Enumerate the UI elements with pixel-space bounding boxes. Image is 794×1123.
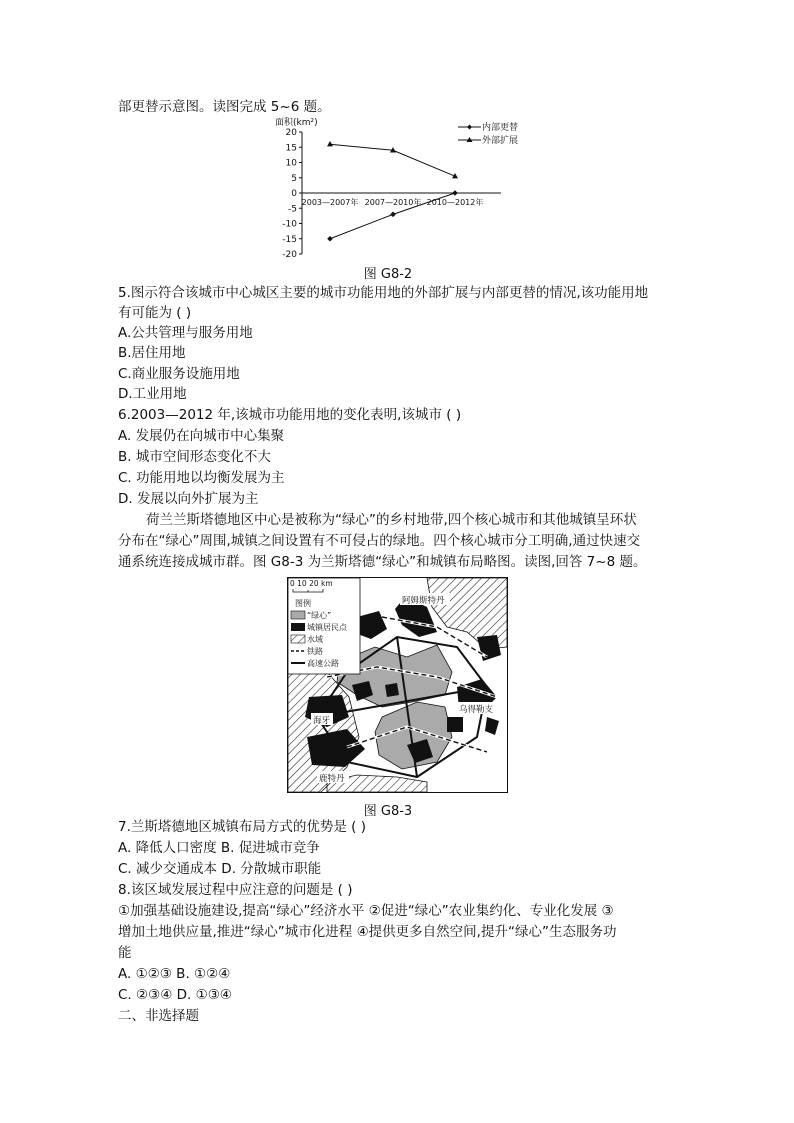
legend-green-swatch [291,611,305,619]
legend-label-external: 外部扩展 [482,136,519,146]
data-point-0-0 [327,236,333,242]
city-label-amsterdam: 阿姆斯特丹 [402,596,445,606]
city-label-hague: 海牙 [313,716,331,726]
q5-stem-line1: 5.图示符合该城市中心城区主要的城市功能用地的外部扩展与内部更替的情况,该功能用地 [118,285,649,301]
legend-rail-label: 铁路 [307,647,323,656]
y-tick-label: 10 [285,158,297,169]
legend-diamond-marker [467,125,472,130]
y-tick-label: -5 [288,204,297,215]
q7-stem: 7.兰斯塔德地区城镇布局方式的优势是 ( ) [118,819,366,835]
data-point-1-0 [327,141,333,146]
y-tick-label: -10 [282,219,297,230]
y-axis-label: 面积(km²) [275,118,318,128]
q6-stem: 6.2003—2012 年,该城市功能用地的变化表明,该城市 ( ) [118,407,462,423]
q5-option-c: C.商业服务设施用地 [118,366,240,382]
legend-town-label: 城镇居民点 [307,623,347,632]
x-tick-label: 2007—2010年 [364,198,422,207]
y-tick-label: 20 [285,128,297,138]
legend-water-label: 水域 [307,635,323,644]
q5-stem-line2: 有可能为 ( ) [118,305,192,321]
passage-line3: 通系统连接成城市群。图 G8-3 为兰斯塔德“绿心”和城镇布局略图。读图,回答 7~8 题。 [118,554,647,570]
data-point-0-1 [390,212,396,218]
map-legend-title: 图例 [295,599,311,608]
randstad-map [287,577,508,793]
q6-option-d: D. 发展以向外扩展为主 [118,491,259,507]
intro-line: 部更替示意图。读图完成 5~6 题。 [118,99,331,115]
line-chart [273,114,533,264]
chart-caption: 图 G8-2 [363,267,413,282]
y-tick-label: -15 [282,234,297,245]
y-tick-label: 15 [285,143,297,154]
legend-label-internal: 内部更替 [482,123,519,133]
town-small-1 [447,717,463,732]
y-tick-label: 5 [291,173,297,184]
city-label-rotterdam: 鹿特丹 [319,774,345,784]
legend-green-label: “绿心” [307,611,332,620]
q5-option-a: A.公共管理与服务用地 [118,325,253,341]
city-label-utrecht: 乌得勒支 [459,705,494,715]
legend-town-swatch [291,623,305,631]
passage-line1: 荷兰兰斯塔德地区中心是被称为“绿心”的乡村地带,四个核心城市和其他城镇呈环状 [146,512,637,528]
q8-statement-line1: ①加强基础设施建设,提高“绿心”经济水平 ②促进“绿心”农业集约化、专业化发展 ③ [118,903,614,919]
town-small-2 [385,683,399,697]
map-scale-label: 0 10 20 km [290,579,333,588]
q6-option-b: B. 城市空间形态变化不大 [118,449,271,465]
q5-option-b: B.居住用地 [118,345,186,361]
q8-options-cd: C. ②③④ D. ①③④ [118,987,232,1003]
passage-line2: 分布在“绿心”周围,城镇之间设置有不可侵占的绿地。四个核心城市分工明确,通过快速交 [118,533,641,549]
map-caption: 图 G8-3 [363,804,413,819]
q6-option-c: C. 功能用地以均衡发展为主 [118,470,285,486]
q8-statement-line3: 能 [118,945,132,961]
y-tick-label: -20 [282,250,297,260]
q6-option-a: A. 发展仍在向城市中心集聚 [118,428,285,444]
q8-stem: 8.该区域发展过程中应注意的问题是 ( ) [118,882,353,898]
x-tick-label: 2010—2012年 [426,198,484,207]
legend-water-swatch [291,635,305,643]
q8-options-ab: A. ①②③ B. ①②④ [118,966,231,982]
q5-option-d: D.工业用地 [118,386,187,402]
section-two-heading: 二、非选择题 [118,1008,199,1024]
q8-statement-line2: 增加土地供应量,推进“绿心”城市化进程 ④提供更多自然空间,提升“绿心”生态服务功 [118,924,617,940]
x-tick-label: 2003—2007年 [301,198,359,207]
data-point-0-2 [452,190,458,196]
q7-options-cd: C. 减少交通成本 D. 分散城市职能 [118,861,322,877]
legend-road-label: 高速公路 [307,659,339,668]
y-tick-label: 0 [291,189,297,199]
q7-options-ab: A. 降低人口密度 B. 促进城市竞争 [118,840,320,856]
